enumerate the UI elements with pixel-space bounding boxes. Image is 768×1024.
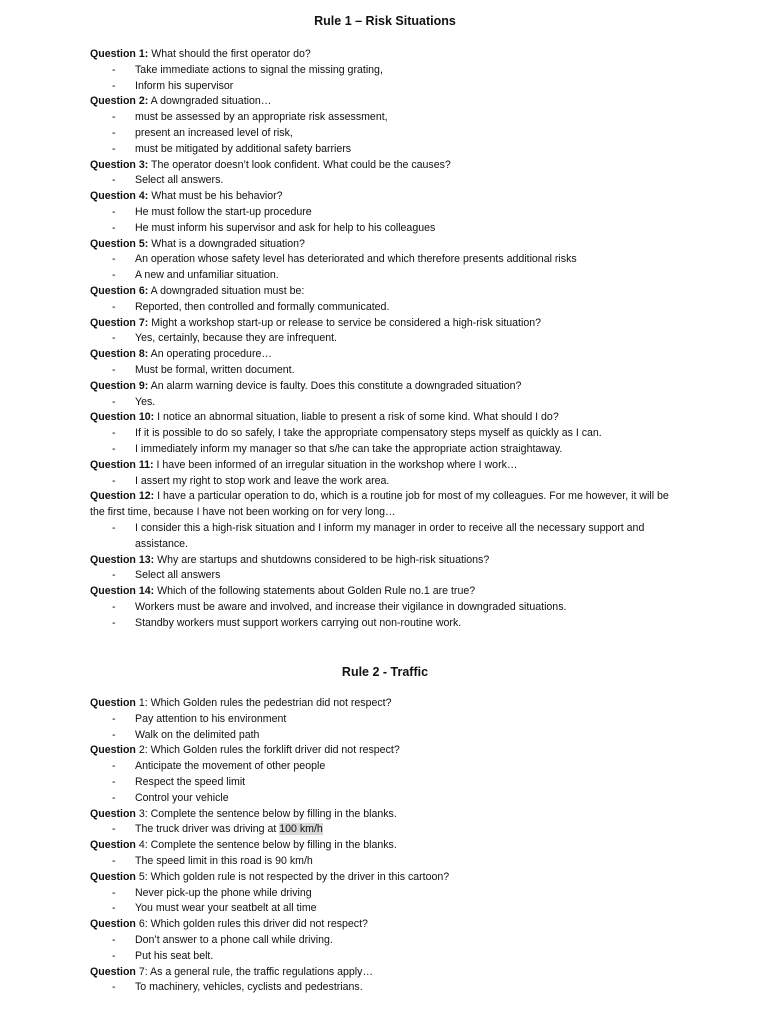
- answer-text-wrap: [135, 616, 680, 632]
- question: [90, 743, 680, 759]
- bullet-dash: -: [112, 269, 116, 282]
- bullet-dash: -: [112, 363, 116, 376]
- answer-text: Yes, certainly, because they are infrequent.: [135, 332, 337, 345]
- question-text: What must be his behavior?: [148, 190, 283, 203]
- question-label: Question 11:: [90, 458, 154, 471]
- question-text: I have been informed of an irregular situation in the workshop where I work…: [153, 458, 518, 471]
- answer-item: [90, 142, 680, 158]
- answer-text: A new and unfamiliar situation.: [135, 269, 279, 282]
- answer-text: present an increased level of risk,: [135, 126, 293, 139]
- bullet-dash: -: [112, 79, 116, 92]
- question-label: Question 13:: [90, 553, 155, 566]
- bullet-dash: -: [112, 521, 116, 534]
- bullet-dash: -: [112, 981, 116, 994]
- question-text: A downgraded situation must be:: [148, 284, 305, 297]
- bullet-dash: -: [112, 126, 116, 139]
- answer-text: Control your vehicle: [135, 791, 229, 804]
- answer-item: [90, 126, 680, 142]
- bullet-dash: -: [112, 142, 116, 155]
- question-text: 5: Which golden rule is not respected by the driver in this cartoon?: [135, 870, 450, 883]
- bullet-dash: -: [112, 332, 116, 345]
- question: [90, 807, 680, 823]
- question-text: 7: As a general rule, the traffic regulations apply…: [135, 965, 374, 978]
- answer-item: [90, 980, 680, 996]
- question-label: Question 2:: [90, 95, 149, 108]
- answer-text: Don’t answer to a phone call while driving.: [135, 933, 333, 946]
- question-label: Question 1:: [90, 48, 149, 60]
- question: [90, 379, 680, 395]
- question-text: I have a particular operation to do, which is a routine job for most of my colleagues. For me however, it will be the first time, because I have not been working on for very long…: [90, 490, 669, 519]
- bullet-dash: -: [112, 600, 116, 613]
- question-label: Question 12:: [90, 490, 155, 503]
- answer-item: [90, 331, 680, 347]
- question: [90, 94, 680, 110]
- answer-item: [90, 854, 680, 870]
- bullet-dash: -: [112, 616, 116, 629]
- answer-text-wrap: [135, 886, 680, 902]
- answer-item: [90, 728, 680, 744]
- answer-text-wrap: [135, 600, 680, 616]
- answer-item: [90, 63, 680, 79]
- answer-text: He must follow the start-up procedure: [135, 205, 312, 218]
- bullet-dash: -: [112, 300, 116, 313]
- question: [90, 347, 680, 363]
- answer-text: Select all answers.: [135, 174, 224, 187]
- answer-text-wrap: [135, 205, 680, 221]
- answer-text-wrap: [135, 79, 680, 95]
- answer-text: Walk on the delimited path: [135, 728, 260, 741]
- bullet-dash: -: [112, 395, 116, 408]
- bullet-dash: -: [112, 791, 116, 804]
- bullet-dash: -: [112, 775, 116, 788]
- question: [90, 489, 680, 521]
- bullet-dash: -: [112, 760, 116, 773]
- question: [90, 917, 680, 933]
- answer-item: [90, 568, 680, 584]
- bullet-dash: -: [112, 205, 116, 218]
- question: [90, 284, 680, 300]
- rule-1-title: Rule 1 – Risk Situations: [314, 14, 456, 28]
- answer-item: [90, 395, 680, 411]
- answer-item: [90, 791, 680, 807]
- answer-text: Inform his supervisor: [135, 79, 234, 92]
- bullet-dash: -: [112, 111, 116, 124]
- answer-item: [90, 363, 680, 379]
- answer-text-wrap: [135, 949, 680, 965]
- question-text: I notice an abnormal situation, liable to present a risk of some kind. What should I do?: [154, 411, 559, 424]
- answer-text-wrap: [135, 474, 680, 490]
- answer-text: Never pick-up the phone while driving: [135, 886, 312, 899]
- bullet-dash: -: [112, 221, 116, 234]
- answer-item: [90, 268, 680, 284]
- bullet-dash: -: [112, 886, 116, 899]
- answer-item: [90, 775, 680, 791]
- question: [90, 584, 680, 600]
- answer-text-wrap: [135, 268, 680, 284]
- answer-text-wrap: [135, 126, 680, 142]
- bullet-dash: -: [112, 427, 116, 440]
- bullet-dash: -: [112, 902, 116, 915]
- highlighted-answer: 100 km/h: [279, 823, 323, 836]
- question-label: Question: [90, 870, 136, 883]
- answer-text: Put his seat belt.: [135, 949, 214, 962]
- question-text: What should the first operator do?: [148, 48, 311, 60]
- bullet-dash: -: [112, 823, 116, 836]
- question-label: Question 3:: [90, 158, 149, 171]
- answer-text-wrap: [135, 63, 680, 79]
- answer-item: [90, 901, 680, 917]
- answer-text: I consider this a high-risk situation and I inform my manager in order to receive all the necessary support and assistance.: [135, 521, 645, 550]
- question-text: 1: Which Golden rules the pedestrian did not respect?: [135, 697, 392, 709]
- answer-text: Standby workers must support workers carrying out non-routine work.: [135, 616, 462, 629]
- question-label: Question 8:: [90, 348, 149, 361]
- answer-item: [90, 474, 680, 490]
- question-text: Might a workshop start-up or release to service be considered a high-risk situation?: [148, 316, 542, 329]
- answer-text-wrap: [135, 442, 680, 458]
- bullet-dash: -: [112, 933, 116, 946]
- answer-text: must be mitigated by additional safety barriers: [135, 142, 352, 155]
- question: [90, 553, 680, 569]
- question-text: 6: Which golden rules this driver did not respect?: [135, 918, 368, 931]
- answer-text: Anticipate the movement of other people: [135, 760, 326, 773]
- answer-text: Select all answers: [135, 569, 221, 582]
- answer-text-wrap: [135, 363, 680, 379]
- answer-text: The speed limit in this road is 90 km/h: [135, 854, 313, 867]
- answer-text-wrap: [135, 822, 680, 838]
- question: [90, 189, 680, 205]
- answer-item: [90, 616, 680, 632]
- answer-item: [90, 759, 680, 775]
- answer-text-wrap: [135, 854, 680, 870]
- bullet-dash: -: [112, 253, 116, 266]
- answer-item: [90, 521, 680, 553]
- answer-item: [90, 933, 680, 949]
- answer-text-wrap: [135, 759, 680, 775]
- question-label: Question 9:: [90, 379, 149, 392]
- question-label: Question: [90, 965, 136, 978]
- answer-item: [90, 949, 680, 965]
- answer-text-wrap: [135, 791, 680, 807]
- question-label: Question 4:: [90, 190, 149, 203]
- answer-text: must be assessed by an appropriate risk assessment,: [135, 111, 388, 124]
- question-text: The operator doesn’t look confident. What could be the causes?: [148, 158, 451, 171]
- question: [90, 47, 680, 63]
- answer-item: [90, 886, 680, 902]
- answer-text: Must be formal, written document.: [135, 363, 295, 376]
- question-text: Which of the following statements about Golden Rule no.1 are true?: [154, 585, 476, 598]
- answer-text: You must wear your seatbelt at all time: [135, 902, 317, 915]
- question: [90, 965, 680, 981]
- answer-text: To machinery, vehicles, cyclists and pedestrians.: [135, 981, 363, 994]
- answer-text-wrap: [135, 331, 680, 347]
- answer-text-wrap: [135, 933, 680, 949]
- answer-item: [90, 600, 680, 616]
- question-label: Question: [90, 918, 136, 931]
- question-label: Question: [90, 744, 136, 757]
- answer-item: [90, 300, 680, 316]
- answer-text: He must inform his supervisor and ask for help to his colleagues: [135, 221, 436, 234]
- answer-text: Reported, then controlled and formally communicated.: [135, 300, 390, 313]
- answer-text-wrap: [135, 110, 680, 126]
- answer-item: [90, 426, 680, 442]
- question-label: Question 6:: [90, 284, 149, 297]
- question: [90, 696, 680, 712]
- answer-item: [90, 79, 680, 95]
- answer-text: If it is possible to do so safely, I take the appropriate compensatory steps myself as quickly as I can.: [135, 427, 602, 440]
- answer-text: Workers must be aware and involved, and increase their vigilance in downgraded situations.: [135, 600, 567, 613]
- answer-item: [90, 712, 680, 728]
- question-text: 4: Complete the sentence below by filling in the blanks.: [135, 839, 397, 852]
- bullet-dash: -: [112, 63, 116, 76]
- question-text: 2: Which Golden rules the forklift driver did not respect?: [135, 744, 400, 757]
- answer-text-wrap: [135, 901, 680, 917]
- bullet-dash: -: [112, 569, 116, 582]
- bullet-dash: -: [112, 442, 116, 455]
- answer-text: An operation whose safety level has deteriorated and which therefore presents additional risks: [135, 253, 577, 266]
- bullet-dash: -: [112, 949, 116, 962]
- answer-text: The truck driver was driving at: [135, 823, 280, 836]
- answer-text-wrap: [135, 980, 680, 996]
- answer-text-wrap: [135, 426, 680, 442]
- answer-text: Pay attention to his environment: [135, 712, 287, 725]
- question: [90, 158, 680, 174]
- bullet-dash: -: [112, 174, 116, 187]
- question-text: An operating procedure…: [148, 348, 272, 361]
- question: [90, 458, 680, 474]
- bullet-dash: -: [112, 712, 116, 725]
- question-label: Question 10:: [90, 411, 155, 424]
- bullet-dash: -: [112, 728, 116, 741]
- answer-item: [90, 252, 680, 268]
- question-label: Question 7:: [90, 316, 149, 329]
- answer-text-wrap: [135, 775, 680, 791]
- question-text: 3: Complete the sentence below by filling in the blanks.: [135, 807, 397, 820]
- question-label: Question: [90, 807, 136, 820]
- answer-text-wrap: [135, 395, 680, 411]
- question-text: What is a downgraded situation?: [148, 237, 305, 250]
- question: [90, 316, 680, 332]
- answer-item: [90, 205, 680, 221]
- answer-text: Respect the speed limit: [135, 775, 246, 788]
- question-label: Question 14:: [90, 585, 155, 598]
- answer-text: I immediately inform my manager so that s/he can take the appropriate action straightaway.: [135, 442, 563, 455]
- question: [90, 237, 680, 253]
- answer-text-wrap: [135, 142, 680, 158]
- answer-text: Yes.: [135, 395, 156, 408]
- rule-1-section: [90, 47, 680, 631]
- question-label: Question: [90, 839, 136, 852]
- question: [90, 410, 680, 426]
- answer-item: [90, 822, 680, 838]
- rule-2-title: Rule 2 - Traffic: [341, 665, 429, 679]
- question-label: Question 5:: [90, 237, 149, 250]
- question: [90, 838, 680, 854]
- rule-2-section: [90, 696, 680, 996]
- bullet-dash: -: [112, 474, 116, 487]
- answer-text-wrap: [135, 221, 680, 237]
- question-text: A downgraded situation…: [148, 95, 272, 108]
- answer-item: [90, 173, 680, 189]
- answer-text-wrap: [135, 300, 680, 316]
- bullet-dash: -: [112, 854, 116, 867]
- answer-text-wrap: [135, 728, 680, 744]
- answer-item: [90, 221, 680, 237]
- question-text: An alarm warning device is faulty. Does this constitute a downgraded situation?: [148, 379, 522, 392]
- answer-text: I assert my right to stop work and leave the work area.: [135, 474, 390, 487]
- answer-text-wrap: [135, 568, 680, 584]
- answer-text-wrap: [135, 712, 680, 728]
- answer-item: [90, 442, 680, 458]
- question: [90, 870, 680, 886]
- question-text: Why are startups and shutdowns considered to be high-risk situations?: [154, 553, 490, 566]
- answer-text: Take immediate actions to signal the missing grating,: [135, 63, 383, 76]
- answer-text-wrap: [135, 521, 680, 553]
- answer-item: [90, 110, 680, 126]
- question-label: Question: [90, 697, 136, 709]
- answer-text-wrap: [135, 252, 680, 268]
- answer-text-wrap: [135, 173, 680, 189]
